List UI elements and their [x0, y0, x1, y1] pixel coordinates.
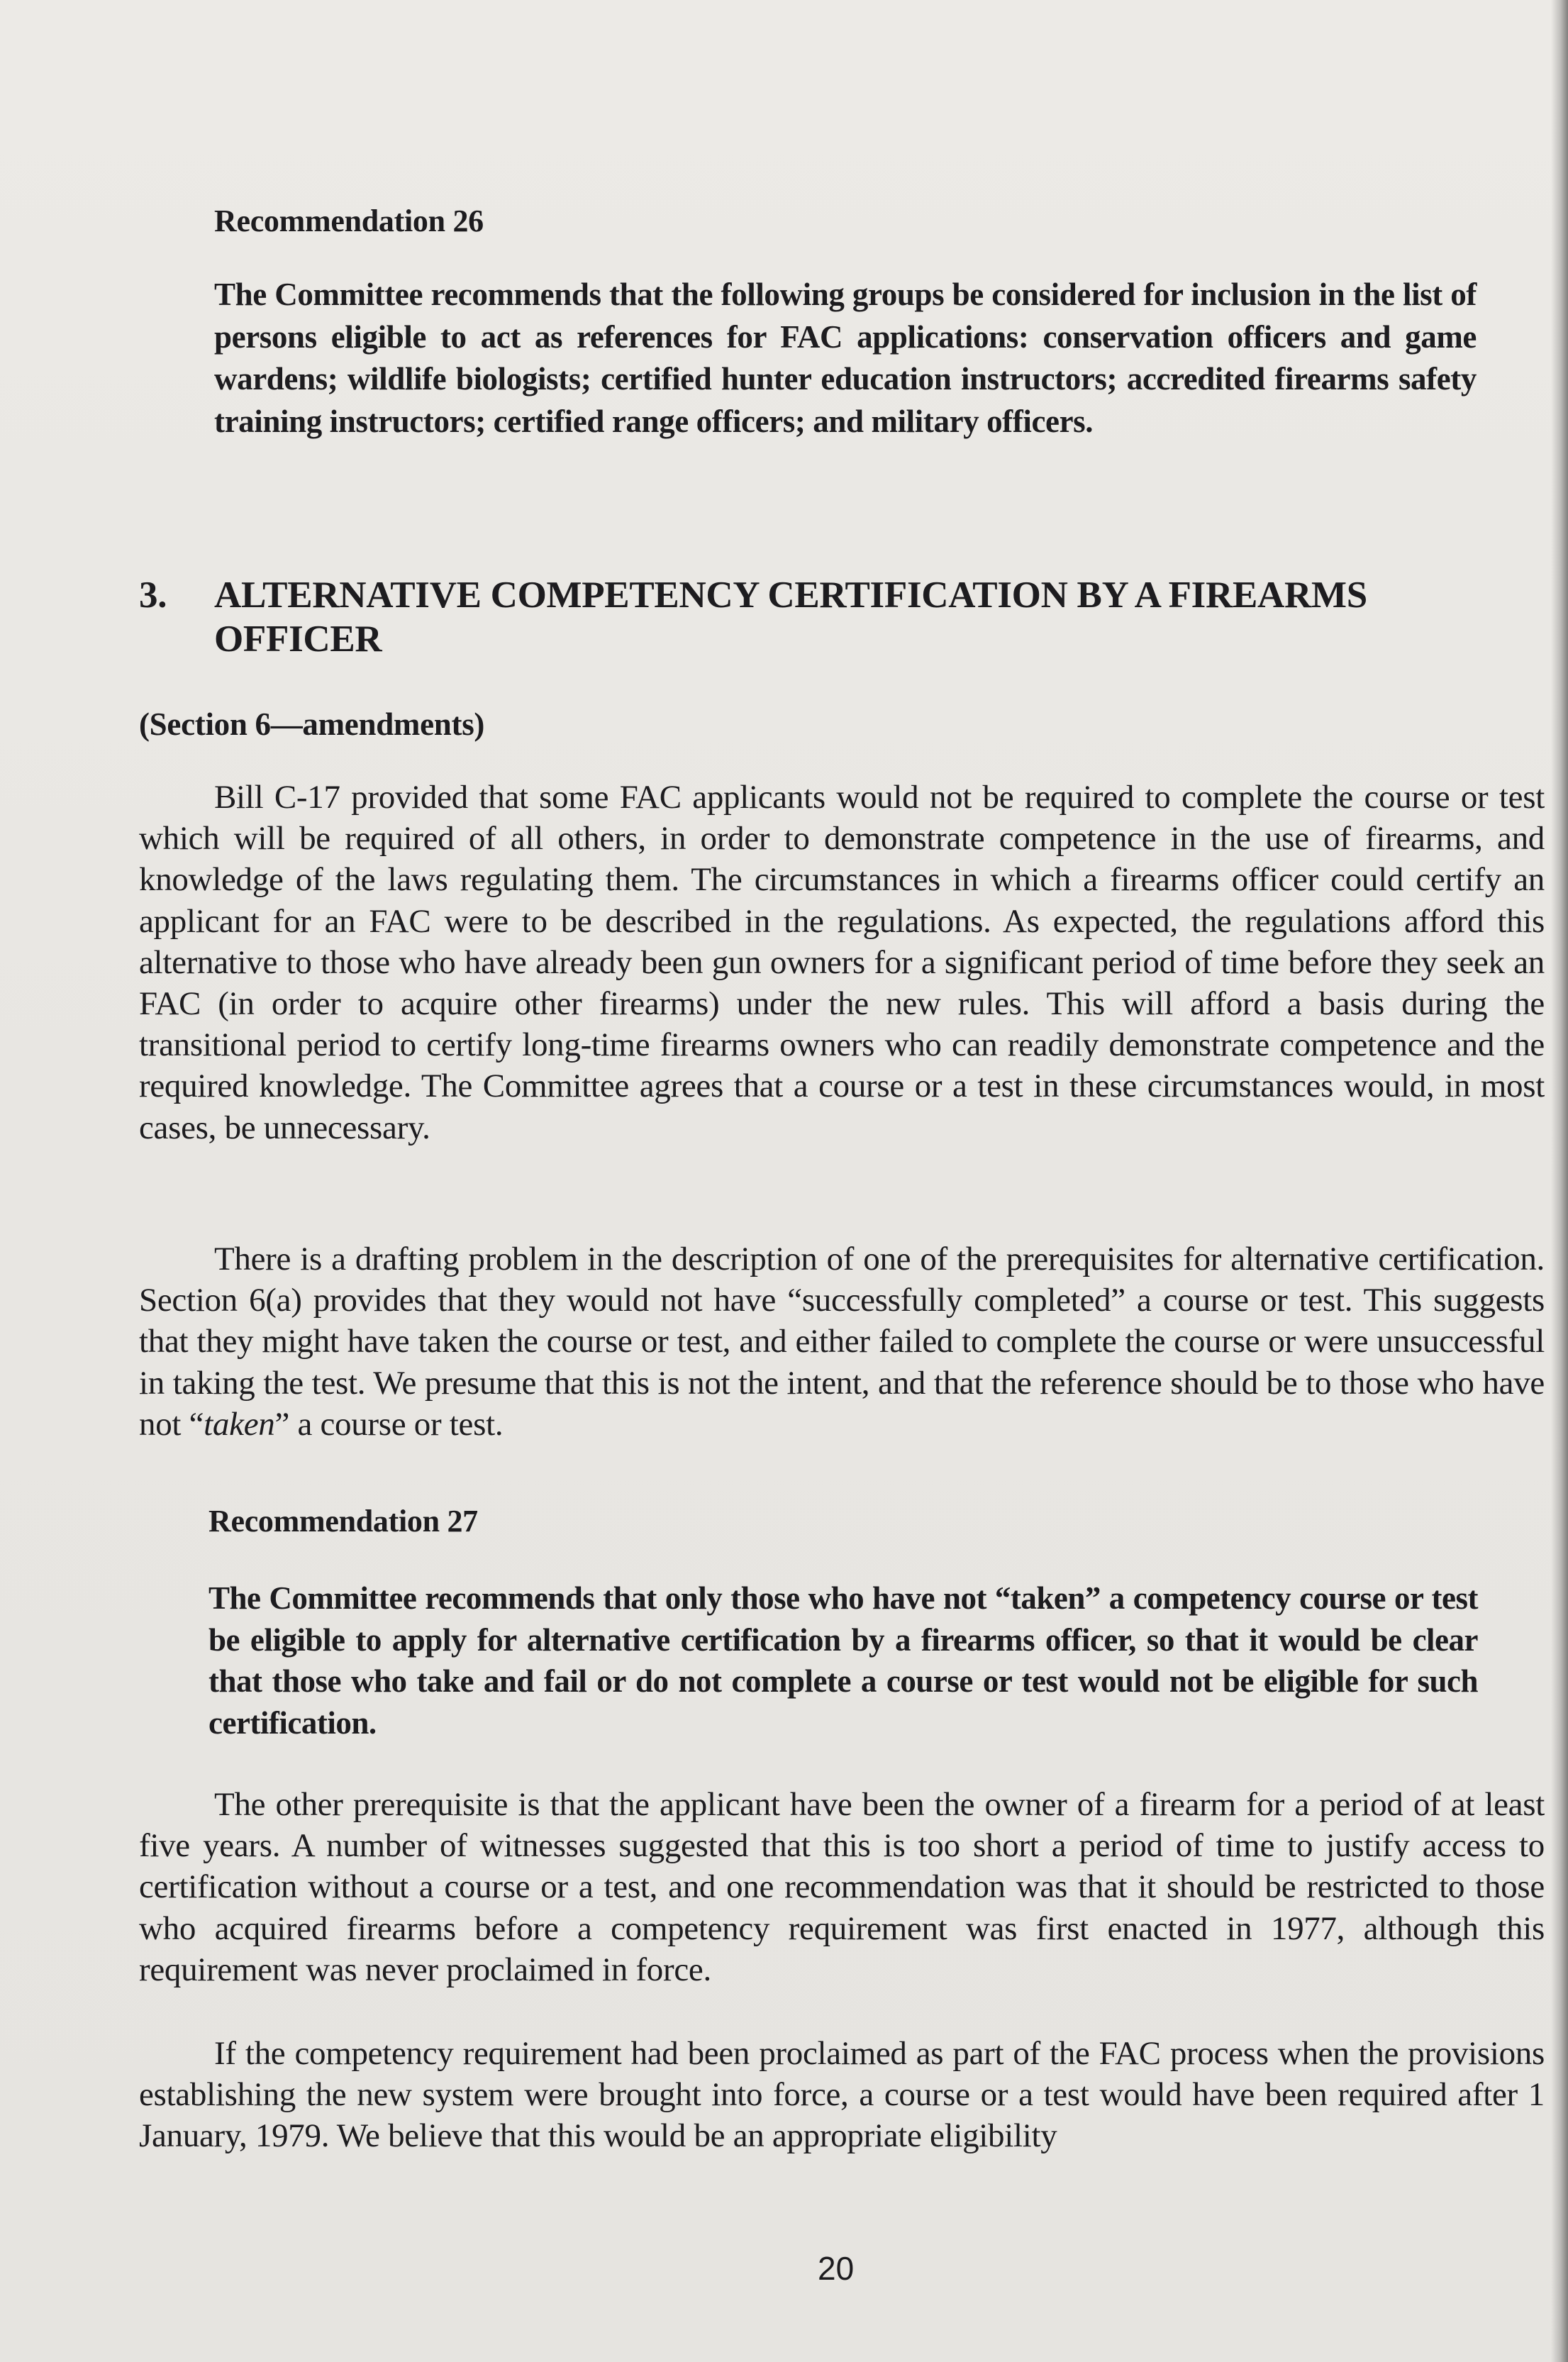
- body-paragraph-2-italic-taken: taken: [204, 1405, 275, 1443]
- body-paragraph-1-text: Bill C-17 provided that some FAC applicants would not be required to complete the course or test which will be required of all others, in order to demonstrate competence in the use of firearms, and knowledge of the laws regulating them. The circumstances in which a firearms officer could certify an applicant for an FAC were to be described in the regulations. As expected, the regulations afford this alternative to those who have already been gun owners for a significant period of time before they seek an FAC (in order to acquire other firearms) under the new rules. This will afford a basis during the transitional period to certify long-time firearms owners who can readily demonstrate competence and the required knowledge. The Committee agrees that a course or a test in these circumstances would, in most cases, be unnecessary.: [139, 779, 1545, 1146]
- body-paragraph-2-text-b: ” a course or test.: [274, 1405, 504, 1443]
- body-paragraph-1: [139, 777, 1545, 1148]
- section-number: 3.: [139, 575, 167, 616]
- section-3-heading: [139, 573, 1486, 661]
- page-number: 20: [818, 2250, 855, 2287]
- body-paragraph-3: [139, 1784, 1545, 1990]
- page-edge-shadow: [1551, 0, 1568, 2362]
- section-title-line2: OFFICER: [214, 619, 382, 660]
- body-paragraph-4: [139, 2033, 1545, 2157]
- body-paragraph-2: [139, 1238, 1545, 1445]
- recommendation-27-text: The Committee recommends that only those who have not “taken” a competency course or test be eligible to apply for alternative certification by a firearms officer, so that it would be clear that those who take and fail or do not complete a course or test would not be eligible for such certification.: [208, 1580, 1478, 1741]
- body-paragraph-3-text: The other prerequisite is that the applicant have been the owner of a firearm for a period of at least five years. A number of witnesses suggested that this is too short a period of time to justify access to certification without a course or a test, and one recommendation was that it should be restricted to those who acquired firearms before a competency requirement was first enacted in 1977, although this requirement was never proclaimed in force.: [139, 1786, 1545, 1988]
- recommendation-26-heading: Recommendation 26: [214, 204, 484, 238]
- body-paragraph-2-text-a: There is a drafting problem in the description of one of the prerequisites for alternative certification. Section 6(a) provides that they would not have “successfully completed” a course or test. This suggests that they might have taken the course or test, and either failed to complete the course or were unsuccessful in taking the test. We presume that this is not the intent, and that the reference should be to those who have not “: [139, 1241, 1545, 1443]
- recommendation-26-text: The Committee recommends that the following groups be considered for inclusion in the list of persons eligible to act as references for FAC applications: conservation officers and game wardens; wildlife biologists; certified hunter education instructors; accredited firearms safety training instructors; certified range officers; and military officers.: [214, 277, 1477, 439]
- body-paragraph-4-text: If the competency requirement had been proclaimed as part of the FAC process when the provisions establishing the new system were brought into force, a course or a test would have been required after 1 January, 1979. We believe that this would be an appropriate eligibility: [139, 2035, 1545, 2155]
- section-subheading: (Section 6—amendments): [139, 706, 485, 742]
- recommendation-27-heading: Recommendation 27: [208, 1504, 478, 1538]
- section-title-line1: ALTERNATIVE COMPETENCY CERTIFICATION BY A FIREARMS: [214, 575, 1367, 616]
